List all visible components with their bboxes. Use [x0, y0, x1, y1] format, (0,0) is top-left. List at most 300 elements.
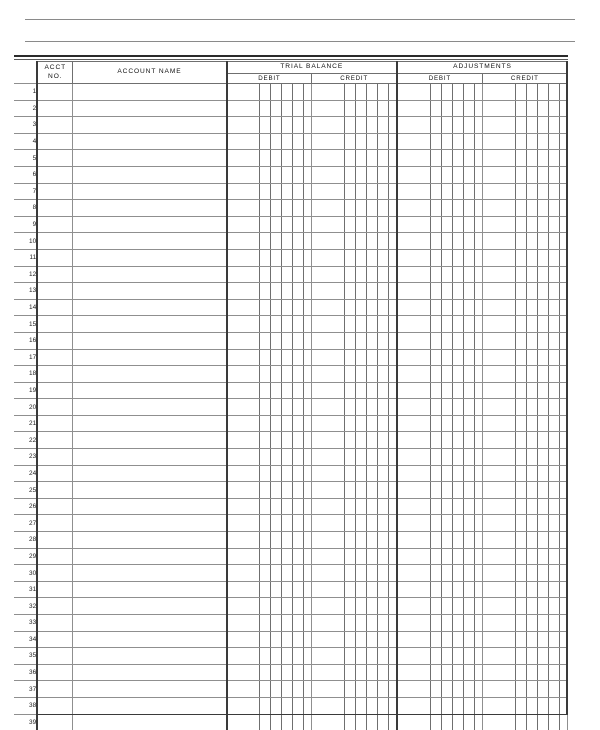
table-row[interactable] — [14, 714, 568, 730]
row-number: 4 — [14, 133, 37, 150]
cell-account-name[interactable] — [73, 283, 227, 300]
cell-acct-no[interactable] — [37, 631, 73, 648]
cell-adj-credit[interactable] — [482, 332, 567, 349]
cell-adj-credit[interactable] — [482, 681, 567, 698]
cell-tb-credit[interactable] — [312, 382, 397, 399]
cell-tb-credit[interactable] — [312, 299, 397, 316]
cell-adj-debit[interactable] — [397, 233, 482, 250]
cell-account-name[interactable] — [73, 349, 227, 366]
cell-adj-debit[interactable] — [397, 449, 482, 466]
table-row[interactable] — [14, 664, 568, 681]
table-row[interactable] — [14, 565, 568, 582]
cell-acct-no[interactable] — [37, 697, 73, 714]
table-row[interactable] — [14, 581, 568, 598]
cell-adj-debit[interactable] — [397, 681, 482, 698]
cell-account-name[interactable] — [73, 631, 227, 648]
cell-adj-credit[interactable] — [482, 498, 567, 515]
row-number: 15 — [14, 316, 37, 333]
cell-account-name[interactable] — [73, 697, 227, 714]
table-row[interactable] — [14, 598, 568, 615]
table-row[interactable] — [14, 283, 568, 300]
table-row[interactable] — [14, 648, 568, 665]
title-rule-line-2[interactable] — [25, 41, 575, 42]
cell-tb-debit[interactable] — [227, 465, 312, 482]
cell-account-name[interactable] — [73, 515, 227, 532]
cell-tb-credit[interactable] — [312, 133, 397, 150]
cell-adj-debit[interactable] — [397, 548, 482, 565]
cell-adj-credit[interactable] — [482, 415, 567, 432]
table-row[interactable] — [14, 299, 568, 316]
cell-adj-debit[interactable] — [397, 266, 482, 283]
cell-tb-debit[interactable] — [227, 200, 312, 217]
cell-adj-credit[interactable] — [482, 432, 567, 449]
cell-tb-debit[interactable] — [227, 233, 312, 250]
cell-account-name[interactable] — [73, 233, 227, 250]
table-row[interactable] — [14, 117, 568, 134]
digit-rules — [344, 267, 396, 283]
cell-account-name[interactable] — [73, 681, 227, 698]
cell-acct-no[interactable] — [37, 399, 73, 416]
cell-account-name[interactable] — [73, 84, 227, 101]
cell-tb-credit[interactable] — [312, 332, 397, 349]
table-row[interactable] — [14, 332, 568, 349]
cell-acct-no[interactable] — [37, 183, 73, 200]
cell-adj-debit[interactable] — [397, 166, 482, 183]
cell-acct-no[interactable] — [37, 166, 73, 183]
cell-acct-no[interactable] — [37, 714, 73, 730]
cell-tb-credit[interactable] — [312, 249, 397, 266]
cell-account-name[interactable] — [73, 382, 227, 399]
cell-acct-no[interactable] — [37, 200, 73, 217]
cell-adj-debit[interactable] — [397, 648, 482, 665]
cell-account-name[interactable] — [73, 449, 227, 466]
cell-adj-credit[interactable] — [482, 449, 567, 466]
cell-account-name[interactable] — [73, 714, 227, 730]
cell-tb-credit[interactable] — [312, 498, 397, 515]
cell-acct-no[interactable] — [37, 216, 73, 233]
digit-rules — [515, 515, 567, 531]
cell-adj-debit[interactable] — [397, 581, 482, 598]
cell-adj-credit[interactable] — [482, 150, 567, 167]
digit-rules — [259, 449, 311, 465]
cell-account-name[interactable] — [73, 432, 227, 449]
cell-adj-debit[interactable] — [397, 200, 482, 217]
cell-adj-credit[interactable] — [482, 532, 567, 549]
digit-rules — [259, 665, 311, 681]
digit-rules — [430, 549, 482, 565]
cell-adj-debit[interactable] — [397, 183, 482, 200]
cell-adj-credit[interactable] — [482, 648, 567, 665]
cell-acct-no[interactable] — [37, 515, 73, 532]
table-row[interactable] — [14, 200, 568, 217]
cell-adj-debit[interactable] — [397, 498, 482, 515]
cell-tb-debit[interactable] — [227, 548, 312, 565]
cell-account-name[interactable] — [73, 249, 227, 266]
worksheet-table — [14, 61, 568, 730]
table-row[interactable] — [14, 366, 568, 383]
cell-tb-debit[interactable] — [227, 681, 312, 698]
digit-rules — [344, 134, 396, 150]
table-row[interactable] — [14, 615, 568, 632]
cell-adj-credit[interactable] — [482, 697, 567, 714]
cell-tb-credit[interactable] — [312, 565, 397, 582]
cell-adj-credit[interactable] — [482, 316, 567, 333]
cell-account-name[interactable] — [73, 664, 227, 681]
cell-account-name[interactable] — [73, 498, 227, 515]
cell-adj-debit[interactable] — [397, 714, 482, 730]
cell-tb-credit[interactable] — [312, 515, 397, 532]
cell-adj-credit[interactable] — [482, 100, 567, 117]
cell-adj-credit[interactable] — [482, 200, 567, 217]
cell-tb-debit[interactable] — [227, 515, 312, 532]
cell-acct-no[interactable] — [37, 681, 73, 698]
cell-tb-debit[interactable] — [227, 266, 312, 283]
table-row[interactable] — [14, 515, 568, 532]
cell-acct-no[interactable] — [37, 498, 73, 515]
table-row[interactable] — [14, 133, 568, 150]
cell-tb-debit[interactable] — [227, 697, 312, 714]
cell-tb-credit[interactable] — [312, 366, 397, 383]
cell-adj-credit[interactable] — [482, 482, 567, 499]
cell-adj-credit[interactable] — [482, 349, 567, 366]
cell-adj-credit[interactable] — [482, 714, 567, 730]
cell-account-name[interactable] — [73, 482, 227, 499]
cell-tb-credit[interactable] — [312, 216, 397, 233]
cell-acct-no[interactable] — [37, 465, 73, 482]
cell-tb-credit[interactable] — [312, 465, 397, 482]
cell-acct-no[interactable] — [37, 432, 73, 449]
cell-adj-credit[interactable] — [482, 133, 567, 150]
cell-adj-credit[interactable] — [482, 548, 567, 565]
cell-tb-credit[interactable] — [312, 664, 397, 681]
cell-account-name[interactable] — [73, 117, 227, 134]
cell-adj-debit[interactable] — [397, 316, 482, 333]
cell-tb-debit[interactable] — [227, 84, 312, 101]
table-row[interactable] — [14, 432, 568, 449]
cell-acct-no[interactable] — [37, 100, 73, 117]
cell-account-name[interactable] — [73, 615, 227, 632]
cell-acct-no[interactable] — [37, 316, 73, 333]
cell-adj-debit[interactable] — [397, 332, 482, 349]
cell-adj-credit[interactable] — [482, 166, 567, 183]
cell-adj-debit[interactable] — [397, 382, 482, 399]
cell-tb-debit[interactable] — [227, 615, 312, 632]
cell-adj-debit[interactable] — [397, 631, 482, 648]
cell-acct-no[interactable] — [37, 581, 73, 598]
cell-tb-debit[interactable] — [227, 216, 312, 233]
cell-tb-credit[interactable] — [312, 283, 397, 300]
table-row[interactable] — [14, 399, 568, 416]
cell-adj-debit[interactable] — [397, 482, 482, 499]
subcol-header-tb-debit: DEBIT — [227, 74, 312, 84]
cell-account-name[interactable] — [73, 399, 227, 416]
cell-tb-credit[interactable] — [312, 449, 397, 466]
cell-tb-debit[interactable] — [227, 449, 312, 466]
cell-tb-credit[interactable] — [312, 349, 397, 366]
cell-acct-no[interactable] — [37, 548, 73, 565]
cell-tb-debit[interactable] — [227, 598, 312, 615]
table-row[interactable] — [14, 316, 568, 333]
cell-account-name[interactable] — [73, 216, 227, 233]
table-row[interactable] — [14, 382, 568, 399]
cell-adj-debit[interactable] — [397, 100, 482, 117]
table-row[interactable] — [14, 100, 568, 117]
cell-account-name[interactable] — [73, 598, 227, 615]
digit-rules — [430, 399, 482, 415]
cell-adj-credit[interactable] — [482, 117, 567, 134]
cell-adj-debit[interactable] — [397, 150, 482, 167]
digit-rules — [430, 167, 482, 183]
cell-adj-credit[interactable] — [482, 465, 567, 482]
cell-acct-no[interactable] — [37, 84, 73, 101]
table-row[interactable] — [14, 498, 568, 515]
cell-tb-debit[interactable] — [227, 532, 312, 549]
cell-tb-debit[interactable] — [227, 249, 312, 266]
cell-tb-credit[interactable] — [312, 166, 397, 183]
cell-acct-no[interactable] — [37, 266, 73, 283]
digit-rules — [430, 267, 482, 283]
cell-acct-no[interactable] — [37, 150, 73, 167]
cell-adj-credit[interactable] — [482, 183, 567, 200]
cell-tb-credit[interactable] — [312, 532, 397, 549]
digit-rules — [344, 449, 396, 465]
digit-rules — [344, 532, 396, 548]
cell-tb-debit[interactable] — [227, 648, 312, 665]
cell-account-name[interactable] — [73, 581, 227, 598]
table-row[interactable] — [14, 166, 568, 183]
table-row[interactable] — [14, 249, 568, 266]
cell-adj-debit[interactable] — [397, 366, 482, 383]
cell-acct-no[interactable] — [37, 133, 73, 150]
table-row[interactable] — [14, 532, 568, 549]
cell-tb-debit[interactable] — [227, 117, 312, 134]
cell-adj-debit[interactable] — [397, 465, 482, 482]
table-row[interactable] — [14, 349, 568, 366]
cell-account-name[interactable] — [73, 100, 227, 117]
cell-tb-credit[interactable] — [312, 233, 397, 250]
cell-acct-no[interactable] — [37, 565, 73, 582]
cell-tb-credit[interactable] — [312, 482, 397, 499]
cell-tb-credit[interactable] — [312, 415, 397, 432]
table-row[interactable] — [14, 84, 568, 101]
table-row[interactable] — [14, 415, 568, 432]
cell-account-name[interactable] — [73, 299, 227, 316]
cell-tb-credit[interactable] — [312, 714, 397, 730]
table-row[interactable] — [14, 681, 568, 698]
cell-tb-debit[interactable] — [227, 332, 312, 349]
table-row[interactable] — [14, 697, 568, 714]
digit-rules — [515, 532, 567, 548]
cell-adj-debit[interactable] — [397, 432, 482, 449]
cell-tb-credit[interactable] — [312, 399, 397, 416]
cell-tb-credit[interactable] — [312, 266, 397, 283]
cell-adj-credit[interactable] — [482, 233, 567, 250]
cell-tb-debit[interactable] — [227, 382, 312, 399]
cell-account-name[interactable] — [73, 366, 227, 383]
cell-adj-debit[interactable] — [397, 532, 482, 549]
cell-tb-credit[interactable] — [312, 84, 397, 101]
cell-account-name[interactable] — [73, 183, 227, 200]
cell-tb-credit[interactable] — [312, 316, 397, 333]
cell-acct-no[interactable] — [37, 598, 73, 615]
cell-acct-no[interactable] — [37, 482, 73, 499]
cell-acct-no[interactable] — [37, 117, 73, 134]
cell-tb-credit[interactable] — [312, 697, 397, 714]
cell-tb-credit[interactable] — [312, 200, 397, 217]
cell-account-name[interactable] — [73, 548, 227, 565]
table-row[interactable] — [14, 482, 568, 499]
cell-adj-credit[interactable] — [482, 598, 567, 615]
cell-tb-debit[interactable] — [227, 714, 312, 730]
cell-account-name[interactable] — [73, 133, 227, 150]
cell-adj-debit[interactable] — [397, 515, 482, 532]
cell-adj-debit[interactable] — [397, 249, 482, 266]
cell-tb-debit[interactable] — [227, 150, 312, 167]
cell-acct-no[interactable] — [37, 249, 73, 266]
table-row[interactable] — [14, 183, 568, 200]
cell-tb-credit[interactable] — [312, 581, 397, 598]
cell-tb-debit[interactable] — [227, 631, 312, 648]
digit-rules — [430, 101, 482, 117]
cell-adj-debit[interactable] — [397, 615, 482, 632]
cell-account-name[interactable] — [73, 166, 227, 183]
cell-tb-credit[interactable] — [312, 117, 397, 134]
digit-rules — [344, 698, 396, 714]
table-row[interactable] — [14, 266, 568, 283]
cell-tb-credit[interactable] — [312, 598, 397, 615]
cell-adj-debit[interactable] — [397, 84, 482, 101]
cell-adj-debit[interactable] — [397, 299, 482, 316]
digit-rules — [344, 432, 396, 448]
digit-rules — [515, 499, 567, 515]
cell-tb-debit[interactable] — [227, 498, 312, 515]
cell-tb-debit[interactable] — [227, 415, 312, 432]
cell-tb-debit[interactable] — [227, 183, 312, 200]
cell-acct-no[interactable] — [37, 449, 73, 466]
table-row[interactable] — [14, 548, 568, 565]
digit-rules — [515, 466, 567, 482]
cell-acct-no[interactable] — [37, 366, 73, 383]
cell-adj-credit[interactable] — [482, 382, 567, 399]
col-header-acct-no-line1: ACCT — [44, 64, 67, 72]
cell-tb-debit[interactable] — [227, 366, 312, 383]
cell-account-name[interactable] — [73, 316, 227, 333]
title-rule-line-1[interactable] — [25, 19, 575, 20]
cell-adj-credit[interactable] — [482, 664, 567, 681]
cell-tb-credit[interactable] — [312, 615, 397, 632]
cell-tb-credit[interactable] — [312, 150, 397, 167]
cell-tb-debit[interactable] — [227, 565, 312, 582]
cell-tb-debit[interactable] — [227, 100, 312, 117]
cell-acct-no[interactable] — [37, 332, 73, 349]
cell-adj-debit[interactable] — [397, 349, 482, 366]
row-number: 17 — [14, 349, 37, 366]
cell-tb-credit[interactable] — [312, 648, 397, 665]
table-row[interactable] — [14, 631, 568, 648]
cell-account-name[interactable] — [73, 415, 227, 432]
cell-tb-credit[interactable] — [312, 432, 397, 449]
cell-account-name[interactable] — [73, 565, 227, 582]
cell-adj-debit[interactable] — [397, 216, 482, 233]
cell-adj-credit[interactable] — [482, 581, 567, 598]
cell-tb-credit[interactable] — [312, 183, 397, 200]
cell-tb-debit[interactable] — [227, 299, 312, 316]
cell-adj-debit[interactable] — [397, 133, 482, 150]
cell-acct-no[interactable] — [37, 299, 73, 316]
cell-adj-credit[interactable] — [482, 631, 567, 648]
cell-account-name[interactable] — [73, 332, 227, 349]
cell-adj-debit[interactable] — [397, 117, 482, 134]
cell-adj-credit[interactable] — [482, 283, 567, 300]
cell-account-name[interactable] — [73, 200, 227, 217]
digit-rules — [515, 416, 567, 432]
cell-account-name[interactable] — [73, 532, 227, 549]
cell-adj-credit[interactable] — [482, 515, 567, 532]
cell-tb-debit[interactable] — [227, 664, 312, 681]
cell-adj-debit[interactable] — [397, 565, 482, 582]
cell-acct-no[interactable] — [37, 664, 73, 681]
cell-adj-debit[interactable] — [397, 399, 482, 416]
cell-account-name[interactable] — [73, 266, 227, 283]
cell-tb-debit[interactable] — [227, 316, 312, 333]
cell-adj-credit[interactable] — [482, 249, 567, 266]
cell-acct-no[interactable] — [37, 382, 73, 399]
cell-account-name[interactable] — [73, 648, 227, 665]
cell-adj-credit[interactable] — [482, 84, 567, 101]
cell-tb-credit[interactable] — [312, 631, 397, 648]
table-row[interactable] — [14, 150, 568, 167]
cell-adj-debit[interactable] — [397, 697, 482, 714]
cell-adj-credit[interactable] — [482, 266, 567, 283]
cell-adj-credit[interactable] — [482, 565, 567, 582]
table-row[interactable] — [14, 233, 568, 250]
cell-tb-debit[interactable] — [227, 349, 312, 366]
table-row[interactable] — [14, 449, 568, 466]
digit-rules — [344, 217, 396, 233]
cell-adj-credit[interactable] — [482, 399, 567, 416]
cell-account-name[interactable] — [73, 465, 227, 482]
cell-tb-debit[interactable] — [227, 432, 312, 449]
cell-tb-credit[interactable] — [312, 548, 397, 565]
cell-tb-debit[interactable] — [227, 283, 312, 300]
cell-acct-no[interactable] — [37, 532, 73, 549]
cell-adj-debit[interactable] — [397, 415, 482, 432]
cell-adj-credit[interactable] — [482, 299, 567, 316]
cell-acct-no[interactable] — [37, 233, 73, 250]
cell-adj-debit[interactable] — [397, 664, 482, 681]
cell-acct-no[interactable] — [37, 415, 73, 432]
cell-account-name[interactable] — [73, 150, 227, 167]
cell-tb-debit[interactable] — [227, 166, 312, 183]
cell-tb-credit[interactable] — [312, 100, 397, 117]
cell-acct-no[interactable] — [37, 615, 73, 632]
cell-tb-debit[interactable] — [227, 482, 312, 499]
cell-acct-no[interactable] — [37, 349, 73, 366]
cell-acct-no[interactable] — [37, 283, 73, 300]
cell-tb-credit[interactable] — [312, 681, 397, 698]
table-row[interactable] — [14, 216, 568, 233]
cell-adj-debit[interactable] — [397, 283, 482, 300]
cell-adj-credit[interactable] — [482, 216, 567, 233]
cell-adj-credit[interactable] — [482, 366, 567, 383]
cell-tb-debit[interactable] — [227, 581, 312, 598]
cell-tb-debit[interactable] — [227, 399, 312, 416]
table-row[interactable] — [14, 465, 568, 482]
cell-acct-no[interactable] — [37, 648, 73, 665]
cell-tb-debit[interactable] — [227, 133, 312, 150]
cell-adj-credit[interactable] — [482, 615, 567, 632]
cell-adj-debit[interactable] — [397, 598, 482, 615]
